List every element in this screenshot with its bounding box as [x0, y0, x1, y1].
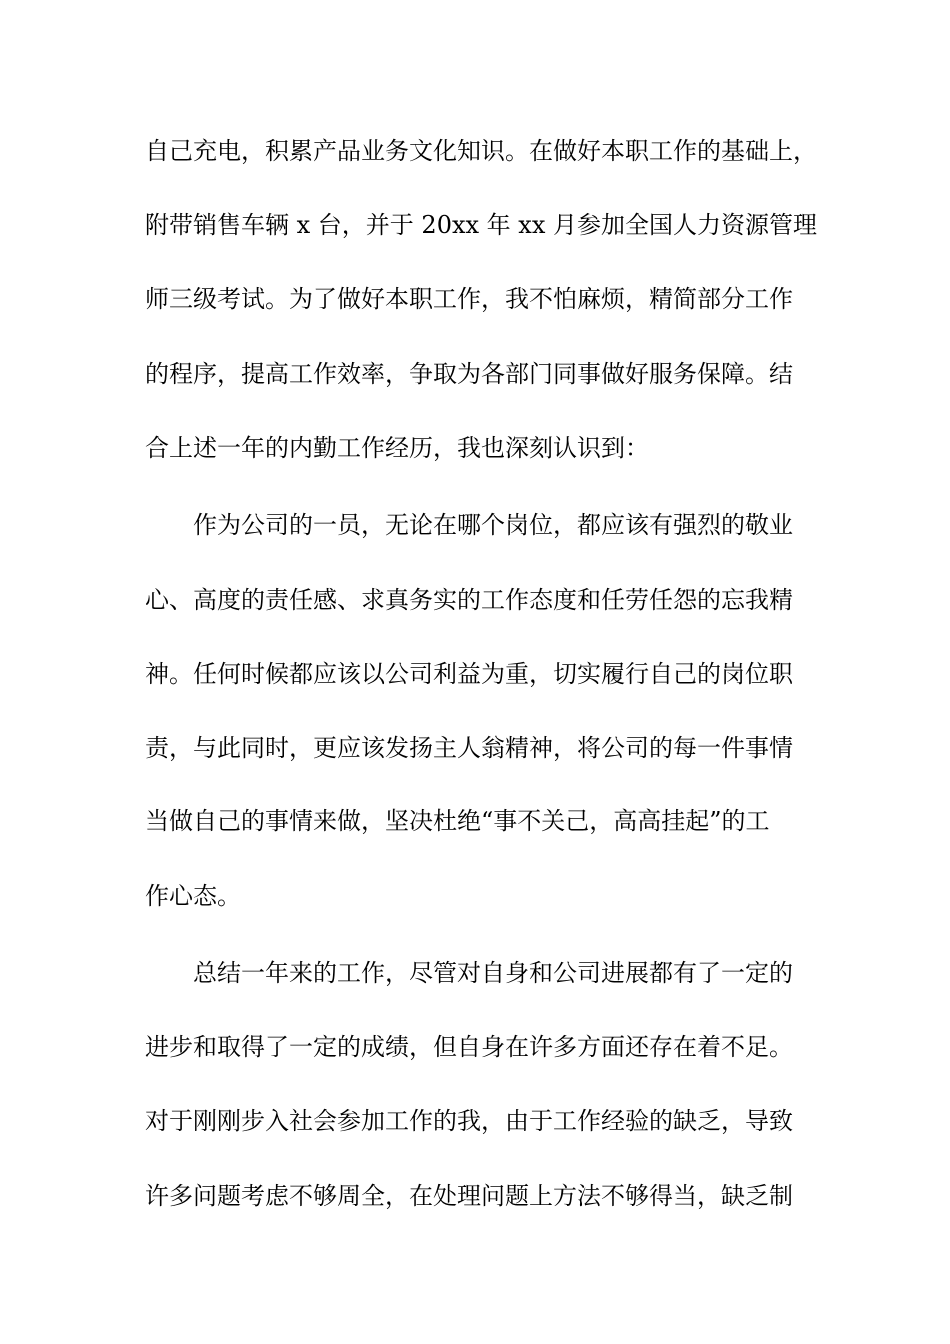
text-line: 总结一年来的工作，尽管对自身和公司进展都有了一定的: [193, 959, 793, 987]
text-line: 许多问题考虑不够周全，在处理问题上方法不够得当，缺乏制: [145, 1182, 793, 1210]
text-line: 师三级考试。为了做好本职工作，我不怕麻烦，精简部分工作: [145, 285, 793, 313]
text-line: 作心态。: [145, 882, 241, 910]
text-line: 对于刚刚步入社会参加工作的我，由于工作经验的缺乏，导致: [145, 1107, 793, 1135]
text-line: 进步和取得了一定的成绩，但自身在许多方面还存在着不足。: [145, 1033, 793, 1061]
text-line: 责，与此同时，更应该发扬主人翁精神，将公司的每一件事情: [145, 734, 793, 762]
text-line: 自己充电，积累产品业务文化知识。在做好本职工作的基础上，: [145, 137, 817, 165]
text-line: 神。任何时候都应该以公司利益为重，切实履行自己的岗位职: [145, 660, 793, 688]
text-line: 作为公司的一员，无论在哪个岗位，都应该有强烈的敬业: [193, 511, 793, 539]
text-line: 附带销售车辆 x 台，并于 20xx 年 xx 月参加全国人力资源管理: [145, 211, 817, 239]
text-line: 的程序，提高工作效率，争取为各部门同事做好服务保障。结: [145, 360, 793, 388]
text-line: 心、高度的责任感、求真务实的工作态度和任劳任怨的忘我精: [145, 586, 793, 614]
text-line: 当做自己的事情来做，坚决杜绝“事不关己，高高挂起”的工: [145, 807, 770, 835]
text-line: 合上述一年的内勤工作经历，我也深刻认识到：: [145, 434, 649, 462]
